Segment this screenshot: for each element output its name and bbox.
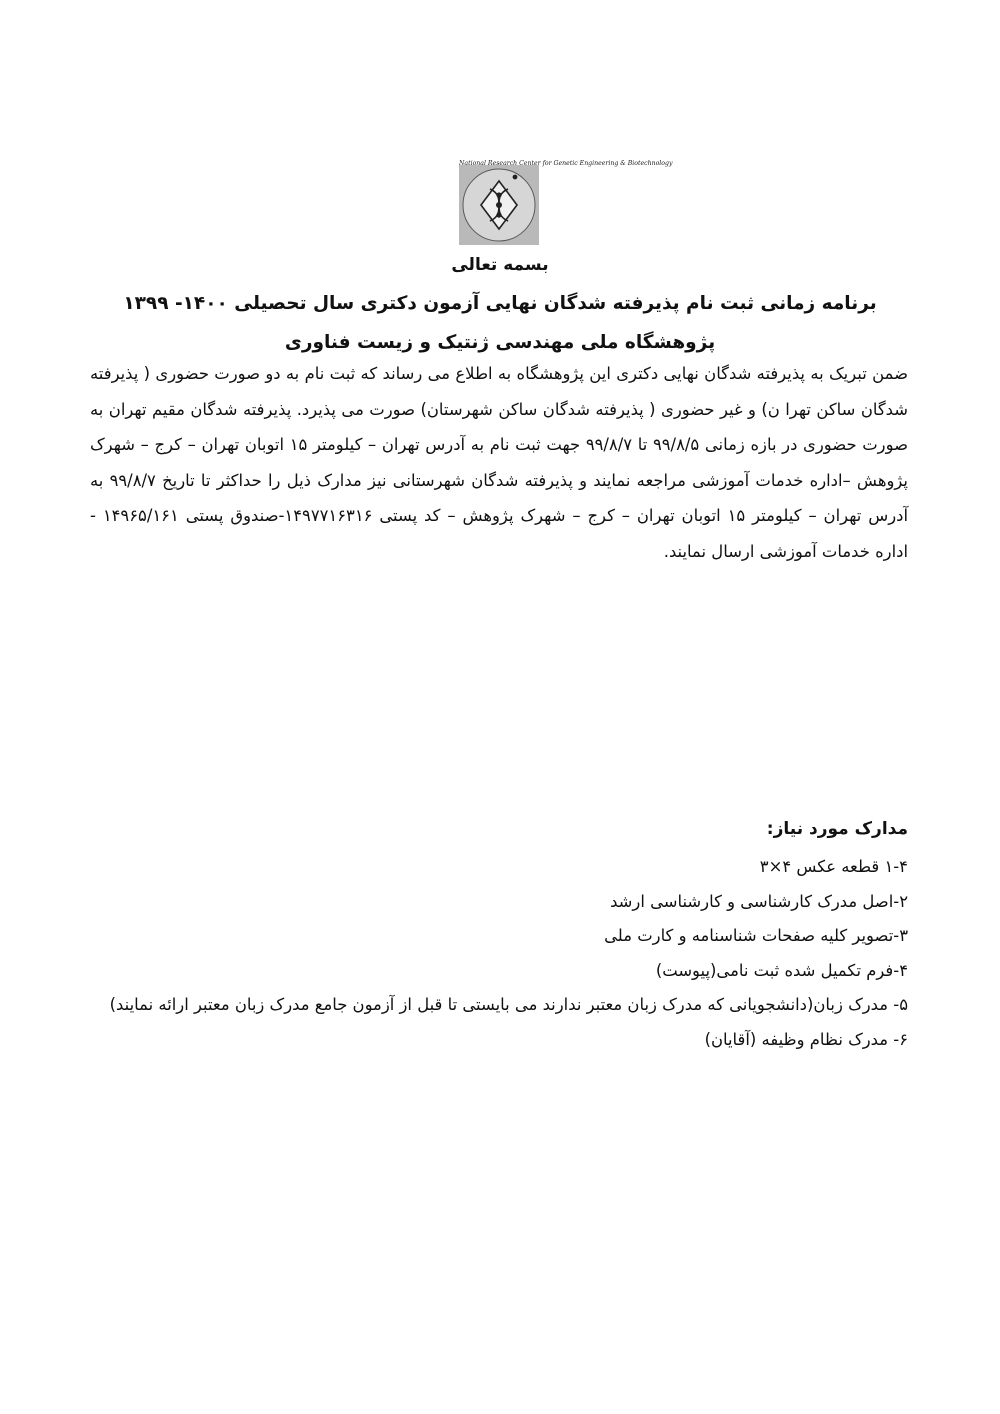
list-item: ۳-تصویر کلیه صفحات شناسنامه و کارت ملی <box>604 926 908 946</box>
basmala-heading: بسمه تعالی <box>451 255 549 275</box>
list-item: ۱-۴ قطعه عکس ۴×۳ <box>759 857 908 876</box>
list-item: ۵- مدرک زبان(دانشجویانی که مدرک زبان معتبر ندارند می بایستی تا قبل از آزمون جامع مدرک زبان معتبر ارائه نمایند) <box>109 995 908 1015</box>
required-documents-heading: مدارک مورد نیاز: <box>766 819 908 839</box>
list-item: ۴-فرم تکمیل شده ثبت نامی(پیوست) <box>655 960 908 980</box>
logo-lettering: National Research Center for Genetic Engineering & Biotechnology <box>459 160 673 167</box>
list-item: ۲-اصل مدرک کارشناسی و کارشناسی ارشد <box>610 891 908 911</box>
document-title: برنامه زمانی ثبت نام پذیرفته شدگان نهایی آزمون دکتری سال تحصیلی ۱۴۰۰- ۱۳۹۹ پژوهشگاه ملی مهندسی ژنتیک و زیست فناوری <box>123 293 877 353</box>
required-documents-list <box>80 850 908 1058</box>
intro-paragraph: ضمن تبریک به پذیرفته شدگان نهایی دکتری این پژوهشگاه به اطلاع می رساند که ثبت نام به دو صورت حضوری ( پذیرفته شدگان ساکن تهرا ن) و غیر حضوری ( پذیرفته شدگان ساکن شهرستان) صورت می پذیرد. پذیرفته شدگان مقیم تهران به صورت حضوری در بازه زمانی ۹۹/۸/۵ تا ۹۹/۸/۷ جهت ثبت نام به آدرس تهران – کیلومتر ۱۵ اتوبان تهران – کرج – شهرک پژوهش –اداره خدمات آموزشی مراجعه نمایند و پذیرفته شدگان شهرستانی نیز مدارک ذیل را حداکثر تا تاریخ ۹۹/۸/۷ به آدرس تهران – کیلومتر ۱۵ اتوبان تهران – کرج – شهرک پژوهش – کد پستی ۱۴۹۷۷۱۶۳۱۶-صندوق پستی ۱۴۹۶۵/۱۶۱ - اداره خدمات آموزشی ارسال نمایند. <box>90 364 908 561</box>
institute-logo-icon <box>459 160 673 245</box>
required-documents-section <box>80 812 908 1058</box>
list-item: ۶- مدرک نظام وظیفه (آقایان) <box>704 1029 908 1049</box>
